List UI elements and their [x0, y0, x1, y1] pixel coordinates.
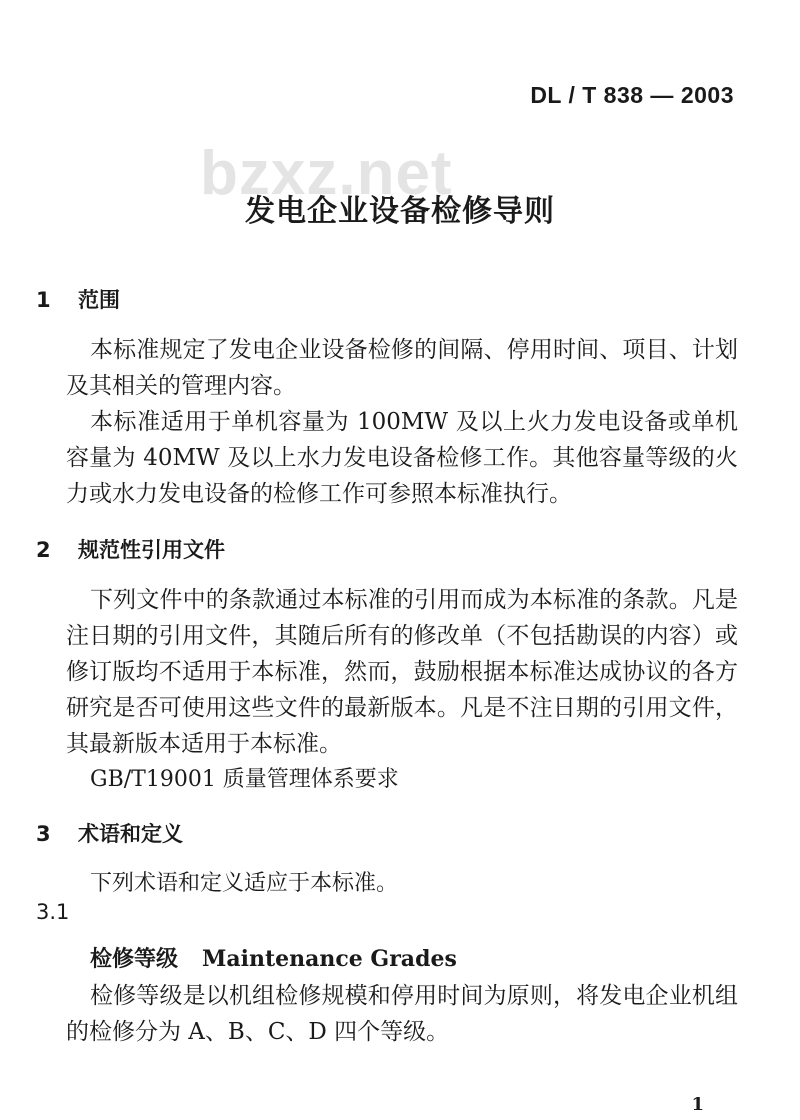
- section-title: 规范性引用文件: [78, 538, 225, 562]
- section-number: 1: [36, 288, 51, 312]
- subsection-number: 3.1: [36, 900, 70, 924]
- term-english: Maintenance Grades: [202, 946, 457, 972]
- term-definition: 检修等级是以机组检修规模和停用时间为原则，将发电企业机组的检修分为 A、B、C、D 四个等级。: [66, 983, 738, 1045]
- section-3-heading: [36, 818, 183, 848]
- section-number: 2: [36, 538, 51, 562]
- term-chinese: 检修等级: [90, 946, 179, 972]
- section-2-heading: [36, 534, 225, 564]
- page-number: 1: [691, 1094, 704, 1115]
- section-1-paragraph-2: 本标准适用于单机容量为 100MW 及以上火力发电设备或单机容量为 40MW 及以上水力发电设备检修工作。其他容量等级的火力或水力发电设备的检修工作可参照本标准执行。: [66, 409, 738, 507]
- section-1-paragraph-1: 本标准规定了发电企业设备检修的间隔、停用时间、项目、计划及其相关的管理内容。: [66, 337, 738, 399]
- section-title: 术语和定义: [78, 822, 183, 846]
- watermark-text: bzxz.net: [200, 139, 453, 208]
- section-3-intro: 下列术语和定义适应于本标准。: [90, 871, 399, 896]
- document-title: 发电企业设备检修导则: [245, 194, 555, 229]
- standard-code: DL / T 838 — 2003: [530, 82, 734, 108]
- section-number: 3: [36, 822, 51, 846]
- section-2-paragraph-1: 下列文件中的条款通过本标准的引用而成为本标准的条款。凡是注日期的引用文件，其随后所有的修改单（不包括勘误的内容）或修订版均不适用于本标准，然而，鼓励根据本标准达成协议的各方研究是否可使用这些文件的最新版本。凡是不注日期的引用文件，其最新版本适用于本标准。: [66, 587, 738, 757]
- normative-reference: GB/T19001 质量管理体系要求: [90, 767, 399, 792]
- section-1-heading: [36, 284, 120, 314]
- term-heading: [90, 942, 457, 973]
- section-title: 范围: [78, 288, 120, 312]
